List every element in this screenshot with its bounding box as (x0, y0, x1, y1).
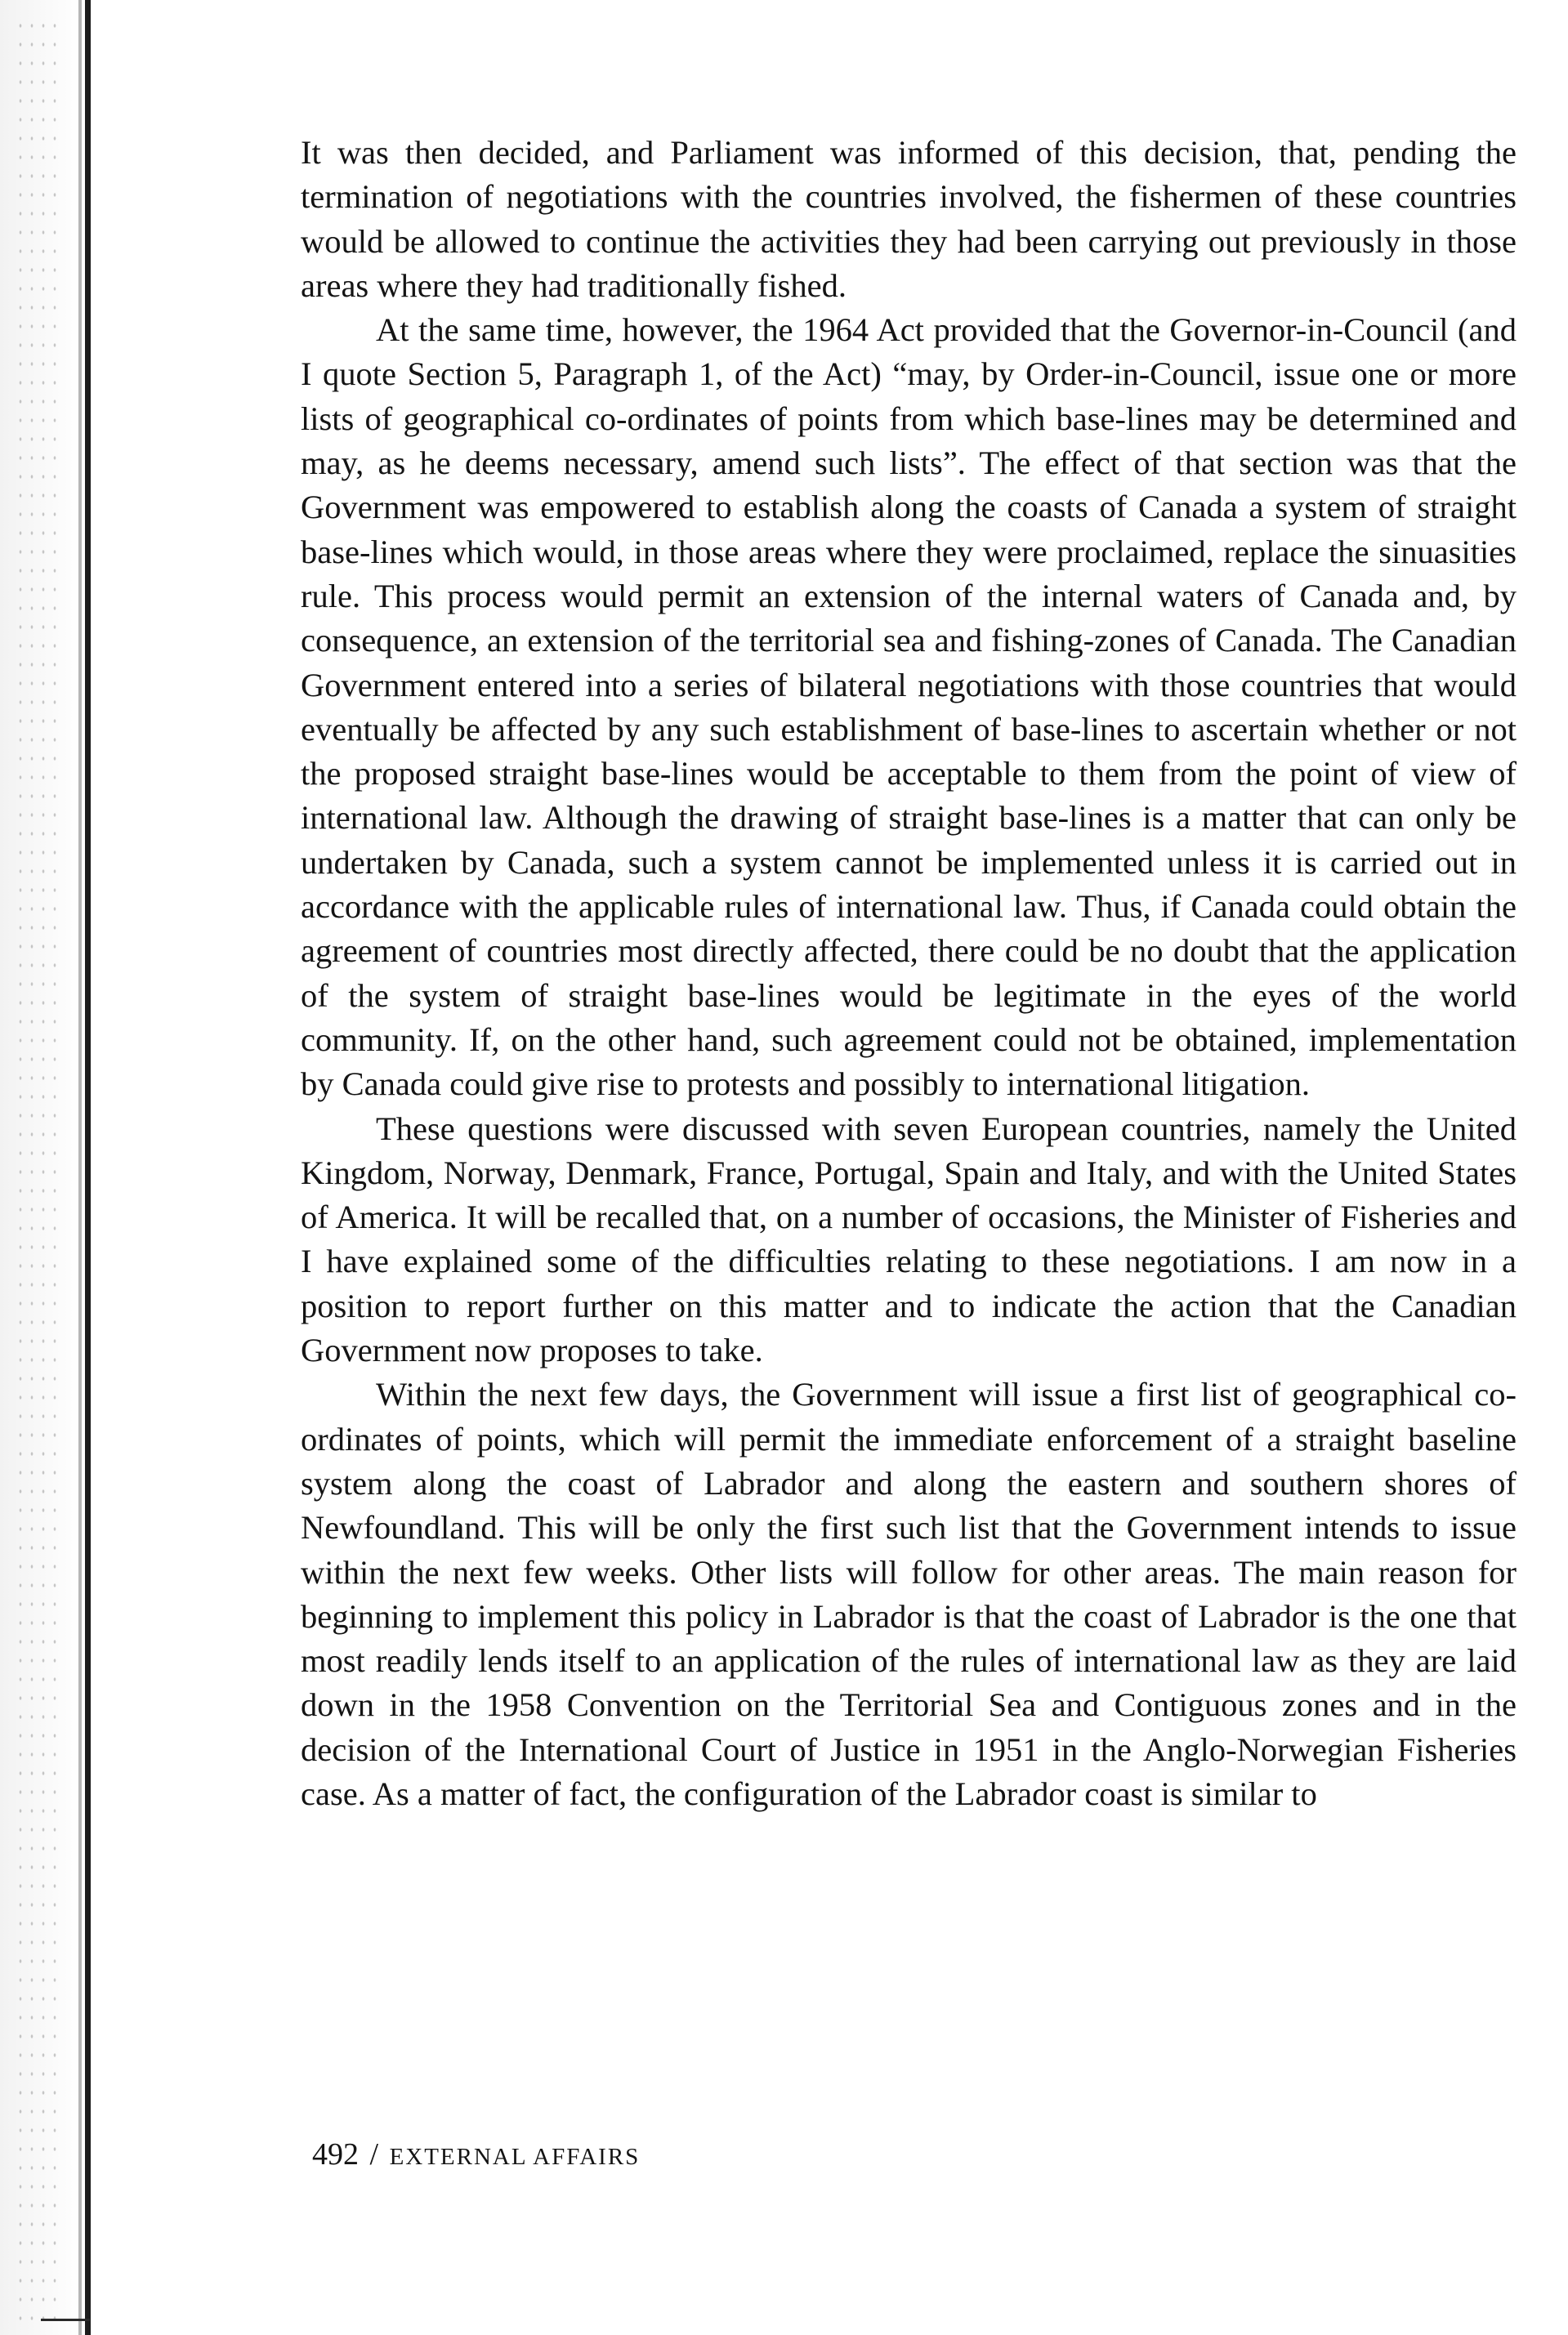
paragraph-3: These questions were discussed with seven European countries, namely the United Kingdom, Norway, Denmark, France, Portugal, Spain and Italy, and with the United States of America. It will be recalled that, on a number of occasions, the Minister of Fisheries and I have explained some of the difficulties relating to these negotiations. I am now in a position to report further on this matter and to indicate the action that the Canadian Government now proposes to take. (301, 1109, 1517, 1369)
binding-shadow (78, 0, 82, 2335)
paragraph-2: At the same time, however, the 1964 Act provided that the Governor-in-Council (and I quote Section 5, Paragraph 1, of the Act) “may, by Order-in-Council, issue one or more lists of geographical co-ordinates of points from which base-lines may be determined and may, as he deems necessary, amend such lists”. The effect of that section was that the Government was empowered to establish along the coasts of Canada a system of straight base-lines which would, in those areas where they were proclaimed, replace the sinuasities rule. This process would permit an extension of the internal waters of Canada and, by consequence, an extension of the territorial sea and fishing-zones of Canada. The Canadian Government entered into a series of bilateral negotiations with those countries that would eventually be affected by any such establishment of base-lines to ascertain whether or not the proposed straight base-lines would be acceptable to them from the point of view of international law. Although the drawing of straight base-lines is a matter that can only be undertaken by Canada, such a system cannot be implemented unless it is carried out in accordance with the applicable rules of international law. Thus, if Canada could obtain the agreement of countries most directly affected, there could be no doubt that the application of the system of straight base-lines would be legitimate in the eyes of the world community. If, on the other hand, such agreement could not be obtained, implementation by Canada could give rise to protests and possibly to international litigation. (301, 311, 1517, 1103)
binding-line (85, 0, 91, 2335)
page-number: 492 (312, 2137, 359, 2172)
journal-title: EXTERNAL AFFAIRS (389, 2144, 641, 2170)
paragraph-1: It was then decided, and Parliament was informed of this decision, that, pending the termination of negotiations with the countries involved, the fishermen of these countries would be allowed to continue the activities they had been carrying out previously in those areas where they had traditionally fished. (301, 134, 1517, 304)
binding-bottom-mark (41, 2319, 90, 2321)
right-page-edge (1535, 0, 1568, 2335)
footer-separator: / (369, 2137, 379, 2172)
body-text (301, 131, 1517, 1816)
binding-speckle (15, 16, 64, 2320)
page-footer (312, 2134, 640, 2177)
paragraph-4: Within the next few days, the Government will issue a first list of geographical co-ordinates of points, which will permit the immediate enforcement of a straight baseline system along the coast of Labrador and along the eastern and southern shores of Newfoundland. This will be only the first such list that the Government intends to issue within the next few weeks. Other lists will follow for other areas. The main reason for beginning to implement this policy in Labrador is that the coast of Labrador is the one that most readily lends itself to an application of the rules of international law as they are laid down in the 1958 Convention on the Territorial Sea and Contiguous zones and in the decision of the International Court of Justice in 1951 in the Anglo-Norwegian Fisheries case. As a matter of fact, the configuration of the Labrador coast is similar to (301, 1376, 1517, 1812)
